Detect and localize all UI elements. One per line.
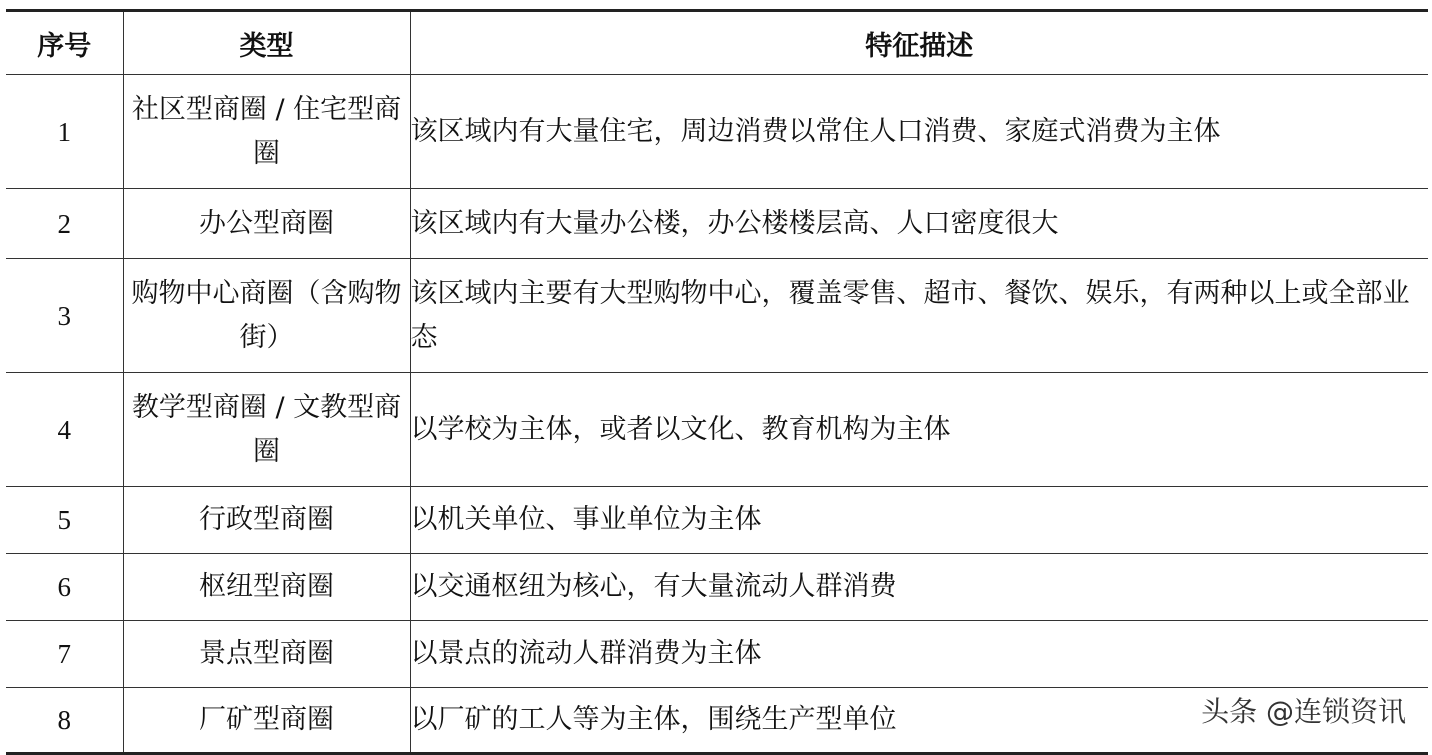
header-description: 特征描述 <box>410 11 1428 75</box>
row-type: 购物中心商圈（含购物街） <box>123 259 410 373</box>
table-row <box>6 259 1428 373</box>
row-type: 教学型商圈 / 文教型商圈 <box>123 373 410 487</box>
row-index: 3 <box>6 259 123 373</box>
table-row <box>6 554 1428 621</box>
row-description: 以机关单位、事业单位为主体 <box>410 487 1428 554</box>
row-description: 以厂矿的工人等为主体，围绕生产型单位 <box>410 688 1428 754</box>
header-index: 序号 <box>6 11 123 75</box>
row-index: 5 <box>6 487 123 554</box>
row-description: 以交通枢纽为核心，有大量流动人群消费 <box>410 554 1428 621</box>
row-type: 办公型商圈 <box>123 189 410 259</box>
row-index: 6 <box>6 554 123 621</box>
row-description: 以景点的流动人群消费为主体 <box>410 621 1428 688</box>
row-index: 8 <box>6 688 123 754</box>
row-index: 1 <box>6 75 123 189</box>
table-row <box>6 621 1428 688</box>
row-description: 该区域内有大量住宅，周边消费以常住人口消费、家庭式消费为主体 <box>410 75 1428 189</box>
document-page <box>6 9 1428 755</box>
row-description: 该区域内有大量办公楼，办公楼楼层高、人口密度很大 <box>410 189 1428 259</box>
row-index: 4 <box>6 373 123 487</box>
table-row <box>6 75 1428 189</box>
row-type: 景点型商圈 <box>123 621 410 688</box>
row-description: 以学校为主体，或者以文化、教育机构为主体 <box>410 373 1428 487</box>
table-row <box>6 373 1428 487</box>
row-type: 枢纽型商圈 <box>123 554 410 621</box>
table-row <box>6 189 1428 259</box>
row-type: 行政型商圈 <box>123 487 410 554</box>
business-district-table <box>6 9 1428 755</box>
row-index: 2 <box>6 189 123 259</box>
row-description: 该区域内主要有大型购物中心，覆盖零售、超市、餐饮、娱乐，有两种以上或全部业态 <box>410 259 1428 373</box>
row-type: 厂矿型商圈 <box>123 688 410 754</box>
row-type: 社区型商圈 / 住宅型商圈 <box>123 75 410 189</box>
table-row <box>6 487 1428 554</box>
header-type: 类型 <box>123 11 410 75</box>
header-row <box>6 11 1428 75</box>
row-index: 7 <box>6 621 123 688</box>
watermark-text: 头条 @连锁资讯 <box>1197 690 1410 730</box>
